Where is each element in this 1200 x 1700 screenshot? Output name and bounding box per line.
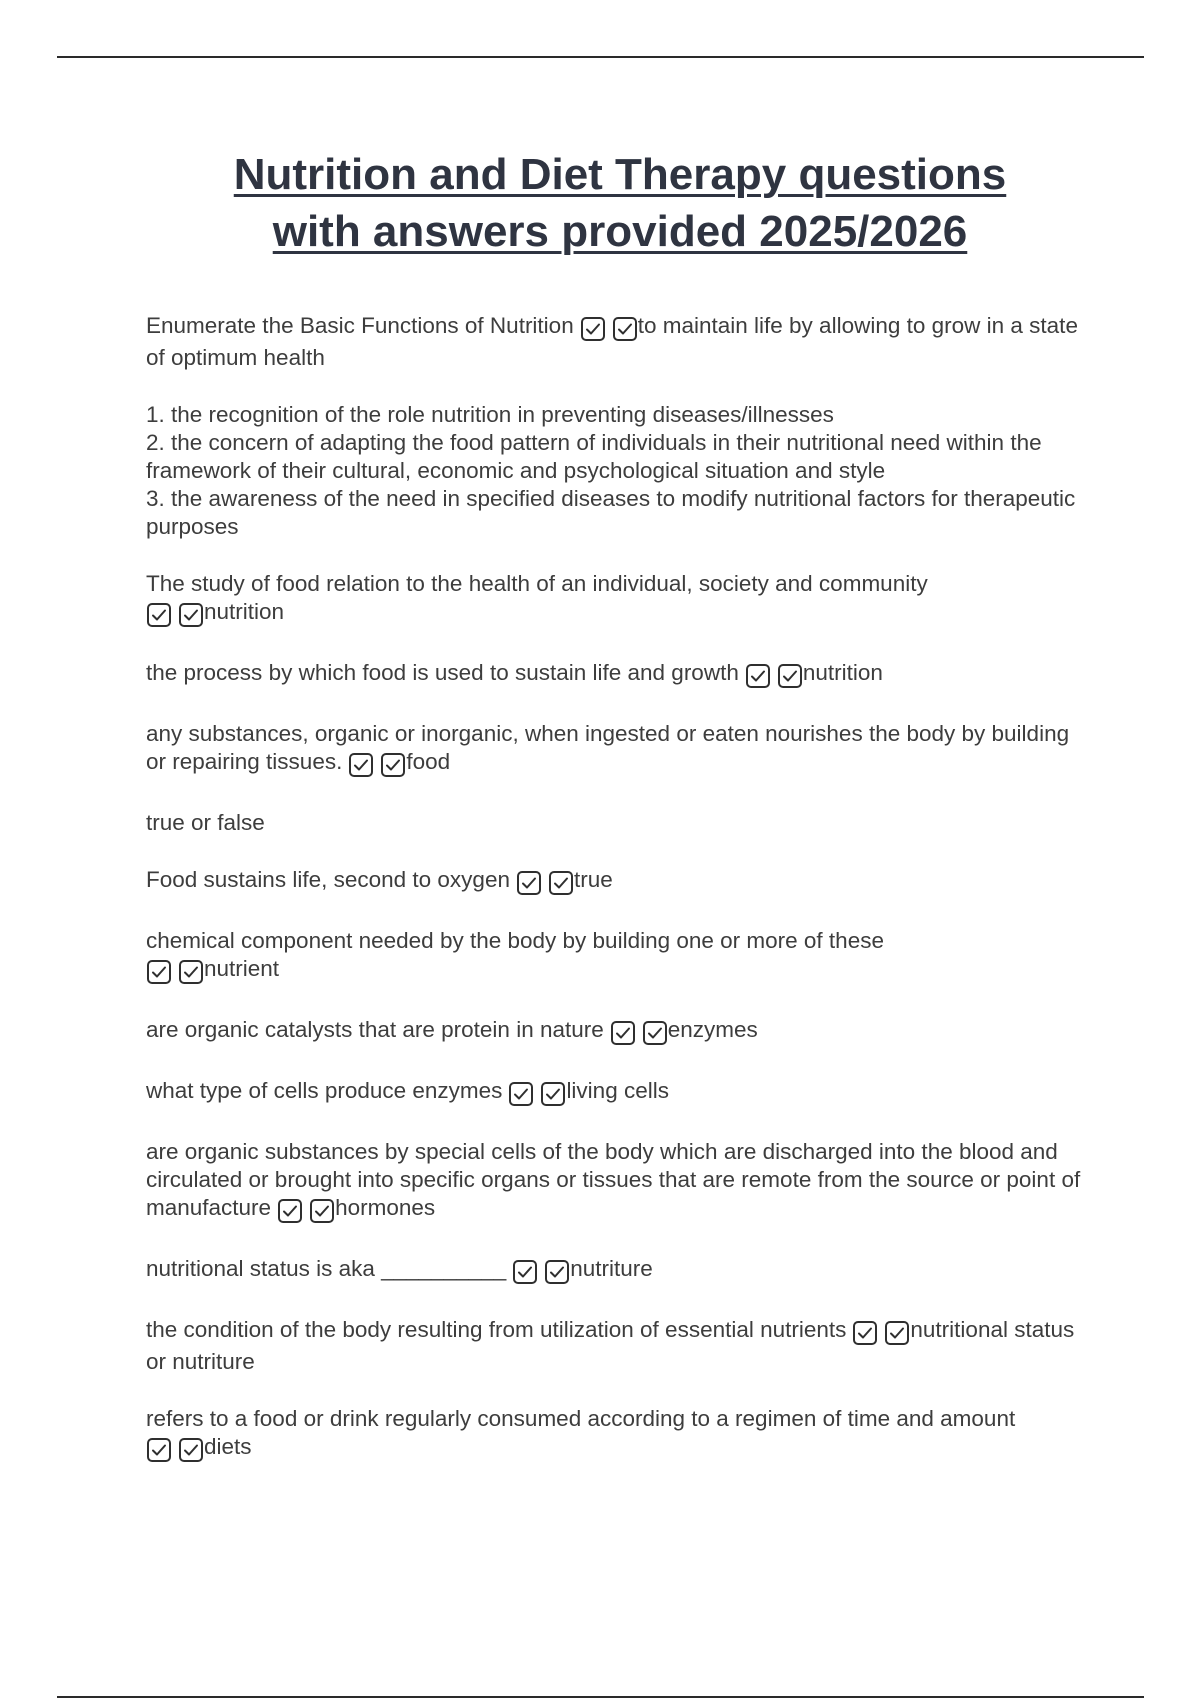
check-box-icon <box>309 1198 335 1224</box>
answer-text: to maintain life by allowing to grow in a state of optimum health <box>146 313 1078 370</box>
check-box-icon <box>777 663 803 689</box>
qa-item <box>146 1316 1086 1376</box>
answer-marker <box>146 602 204 630</box>
check-box-icon <box>612 316 638 342</box>
qa-item <box>146 809 1086 837</box>
question-text: are organic substances by special cells of the body which are discharged into the blood and circulated or brought into specific organs or tissues that are remote from the source or point of manufacture <box>146 1139 1081 1220</box>
question-text: the process by which food is used to sustain life and growth <box>146 660 739 685</box>
question-text: Food sustains life, second to oxygen <box>146 867 510 892</box>
title-line-1: Nutrition and Diet Therapy questions <box>233 150 1007 199</box>
answer-marker <box>745 663 803 691</box>
answer-marker <box>146 1437 204 1465</box>
answer-marker <box>277 1198 335 1226</box>
page-title <box>100 146 1140 260</box>
answer-marker <box>508 1081 566 1109</box>
qa-item <box>146 1255 1086 1287</box>
check-box-icon <box>178 1437 204 1463</box>
qa-item <box>146 866 1086 898</box>
numbered-list <box>146 401 1086 541</box>
qa-item <box>146 1016 1086 1048</box>
check-box-icon <box>508 1081 534 1107</box>
answer-text: nutriture <box>570 1256 653 1281</box>
top-rule <box>57 56 1144 58</box>
check-box-icon <box>512 1259 538 1285</box>
check-box-icon <box>146 602 172 628</box>
list-item: 3. the awareness of the need in specified diseases to modify nutritional factors for therapeutic purposes <box>146 486 1076 539</box>
check-box-icon <box>380 752 406 778</box>
answer-text: enzymes <box>667 1017 758 1042</box>
check-box-icon <box>277 1198 303 1224</box>
qa-item <box>146 312 1086 372</box>
question-text: Enumerate the Basic Functions of Nutrition <box>146 313 574 338</box>
question-text: The study of food relation to the health of an individual, society and community <box>146 571 928 596</box>
check-box-icon <box>610 1020 636 1046</box>
answer-marker <box>146 959 204 987</box>
check-box-icon <box>178 959 204 985</box>
check-box-icon <box>884 1320 910 1346</box>
answer-marker <box>580 316 638 344</box>
answer-text: diets <box>204 1434 252 1459</box>
check-box-icon <box>516 870 542 896</box>
check-box-icon <box>852 1320 878 1346</box>
qa-item <box>146 1077 1086 1109</box>
answer-text: nutrient <box>204 956 280 981</box>
check-box-icon <box>146 959 172 985</box>
answer-marker <box>512 1259 570 1287</box>
check-box-icon <box>745 663 771 689</box>
answer-marker <box>610 1020 668 1048</box>
question-text: any substances, organic or inorganic, when ingested or eaten nourishes the body by building or repairing tissues. <box>146 721 1070 774</box>
question-text: refers to a food or drink regularly consumed according to a regimen of time and amount <box>146 1406 1016 1431</box>
check-box-icon <box>580 316 606 342</box>
answer-text: nutrition <box>802 660 883 685</box>
title-line-2: with answers provided 2025/2026 <box>272 207 968 256</box>
question-text: are organic catalysts that are protein in nature <box>146 1017 604 1042</box>
static-text: true or false <box>146 810 265 835</box>
check-box-icon <box>146 1437 172 1463</box>
answer-text: food <box>406 749 451 774</box>
answer-marker <box>348 752 406 780</box>
qa-item <box>146 659 1086 691</box>
answer-marker <box>852 1320 910 1348</box>
answer-marker <box>516 870 574 898</box>
answer-text: nutrition <box>204 599 285 624</box>
qa-item <box>146 720 1086 780</box>
qa-item <box>146 570 1086 630</box>
qa-list <box>146 312 1086 1494</box>
check-box-icon <box>544 1259 570 1285</box>
qa-item <box>146 1405 1086 1465</box>
check-box-icon <box>178 602 204 628</box>
check-box-icon <box>348 752 374 778</box>
question-text: chemical component needed by the body by building one or more of these <box>146 928 884 953</box>
check-box-icon <box>540 1081 566 1107</box>
check-box-icon <box>548 870 574 896</box>
question-text: nutritional status is aka __________ <box>146 1256 507 1281</box>
qa-item <box>146 1138 1086 1226</box>
bottom-rule <box>57 1696 1144 1698</box>
question-text: the condition of the body resulting from utilization of essential nutrients <box>146 1317 847 1342</box>
list-item: 2. the concern of adapting the food pattern of individuals in their nutritional need within the framework of their cultural, economic and psychological situation and style <box>146 430 1042 483</box>
answer-text: nutritional status or nutriture <box>146 1317 1075 1374</box>
qa-item <box>146 927 1086 987</box>
answer-text: living cells <box>566 1078 669 1103</box>
answer-text: true <box>573 867 613 892</box>
check-box-icon <box>642 1020 668 1046</box>
question-text: what type of cells produce enzymes <box>146 1078 503 1103</box>
list-item: 1. the recognition of the role nutrition in preventing diseases/illnesses <box>146 402 834 427</box>
answer-text: hormones <box>335 1195 436 1220</box>
